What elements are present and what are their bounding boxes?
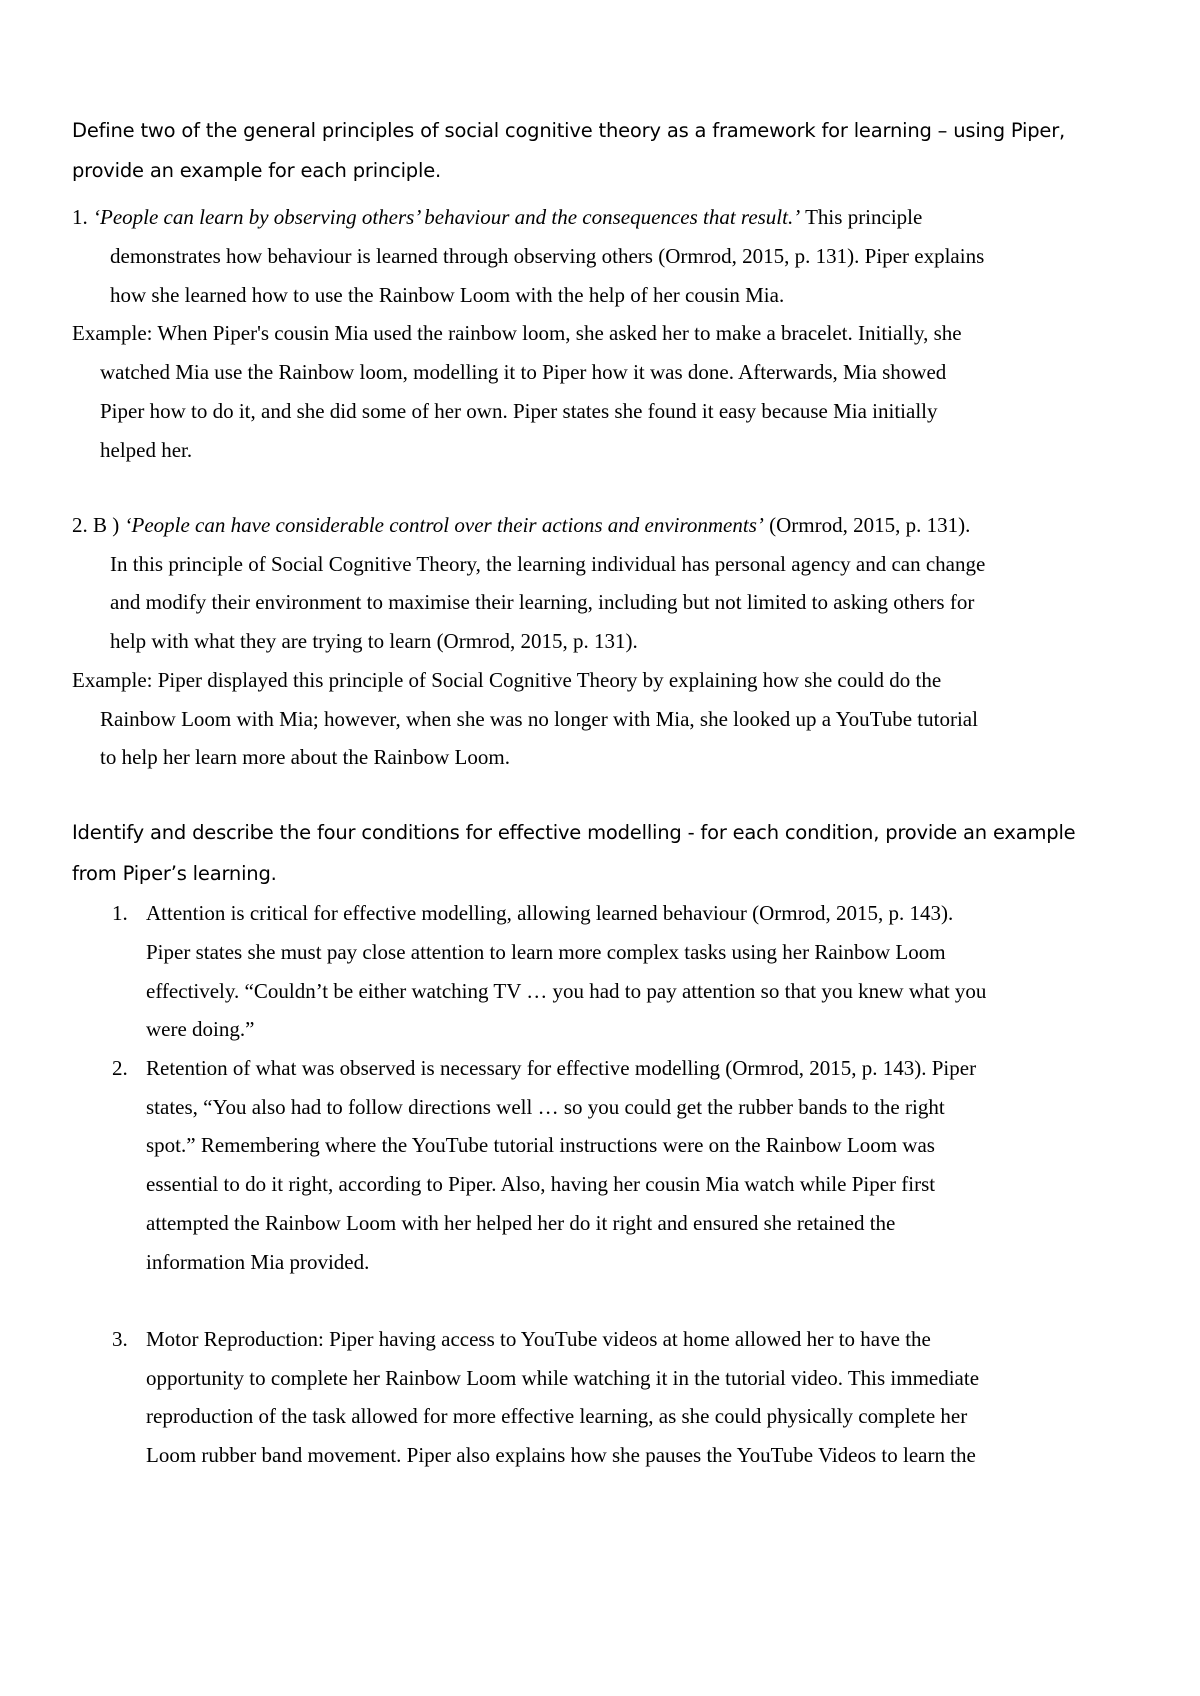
principle-1-quote: ‘People can learn by observing others’ behaviour and the consequences that result.’ xyxy=(93,205,801,229)
principle-2-line4: help with what they are trying to learn (Ormrod, 2015, p. 131). xyxy=(110,629,638,653)
example-1-line2: watched Mia use the Rainbow loom, modelling it to Piper how it was done. Afterwards, Mia showed xyxy=(100,360,947,384)
principle-2-prefix: B ) xyxy=(87,513,125,537)
condition-3-line2: opportunity to complete her Rainbow Loom while watching it in the tutorial video. This immediate xyxy=(146,1366,980,1390)
principle-2-rest: (Ormrod, 2015, p. 131). xyxy=(763,513,971,537)
condition-3-line4: Loom rubber band movement. Piper also explains how she pauses the YouTube Videos to learn the xyxy=(146,1443,976,1467)
example-2-line3: to help her learn more about the Rainbow Loom. xyxy=(100,745,510,769)
principle-2-line1 xyxy=(72,504,970,546)
example-1-line4: helped her. xyxy=(100,438,193,462)
condition-3-line1: Motor Reproduction: Piper having access to YouTube videos at home allowed her to have the xyxy=(146,1327,931,1351)
principle-2-quote: ‘People can have considerable control over their actions and environments’ xyxy=(124,513,764,537)
principle-1-line2: demonstrates how behaviour is learned through observing others (Ormrod, 2015, p. 131). Piper explains xyxy=(110,244,985,268)
condition-2-number: 2. xyxy=(112,1056,128,1080)
condition-1-line4: were doing.” xyxy=(146,1017,255,1041)
section2-question-line2: from Piper’s learning. xyxy=(72,862,277,885)
condition-3-number: 3. xyxy=(112,1327,128,1351)
condition-2-line2: states, “You also had to follow directions well … so you could get the rubber bands to the right xyxy=(146,1095,945,1119)
example-2-line1: Example: Piper displayed this principle of Social Cognitive Theory by explaining how she could do the xyxy=(72,668,942,692)
principle-2-line3: and modify their environment to maximise their learning, including but not limited to asking others for xyxy=(110,590,975,614)
section1-question-line2: provide an example for each principle. xyxy=(72,159,442,182)
principle-1-rest: This principle xyxy=(800,205,923,229)
principle-1-line3: how she learned how to use the Rainbow Loom with the help of her cousin Mia. xyxy=(110,283,785,307)
condition-1-number: 1. xyxy=(112,901,128,925)
condition-1-line3: effectively. “Couldn’t be either watching TV … you had to pay attention so that you knew what you xyxy=(146,979,987,1003)
condition-2-line6: information Mia provided. xyxy=(146,1250,370,1274)
section1-question-line1: Define two of the general principles of social cognitive theory as a framework for learning – using Piper, xyxy=(72,119,1066,142)
principle-1-number: 1. xyxy=(72,205,88,229)
principle-2-number: 2. xyxy=(72,513,88,537)
example-2-line2: Rainbow Loom with Mia; however, when she was no longer with Mia, she looked up a YouTube tutorial xyxy=(100,707,978,731)
condition-2-line5: attempted the Rainbow Loom with her helped her do it right and ensured she retained the xyxy=(146,1211,896,1235)
example-1-line3: Piper how to do it, and she did some of her own. Piper states she found it easy because Mia initially xyxy=(100,399,938,423)
condition-2-line4: essential to do it right, according to Piper. Also, having her cousin Mia watch while Piper first xyxy=(146,1172,936,1196)
condition-2-line1: Retention of what was observed is necessary for effective modelling (Ormrod, 2015, p. 143). Piper xyxy=(146,1056,977,1080)
section2-question-line1: Identify and describe the four conditions for effective modelling - for each condition, provide an example xyxy=(72,821,1076,844)
example-1-line1: Example: When Piper's cousin Mia used the rainbow loom, she asked her to make a bracelet. Initially, she xyxy=(72,321,962,345)
condition-1-line1: Attention is critical for effective modelling, allowing learned behaviour (Ormrod, 2015, p. 143). xyxy=(146,901,954,925)
principle-2-line2: In this principle of Social Cognitive Theory, the learning individual has personal agency and can change xyxy=(110,552,986,576)
condition-2-line3: spot.” Remembering where the YouTube tutorial instructions were on the Rainbow Loom was xyxy=(146,1133,935,1157)
principle-1-line1 xyxy=(72,196,922,238)
condition-1-line2: Piper states she must pay close attention to learn more complex tasks using her Rainbow Loom xyxy=(146,940,946,964)
condition-3-line3: reproduction of the task allowed for more effective learning, as she could physically complete her xyxy=(146,1404,968,1428)
